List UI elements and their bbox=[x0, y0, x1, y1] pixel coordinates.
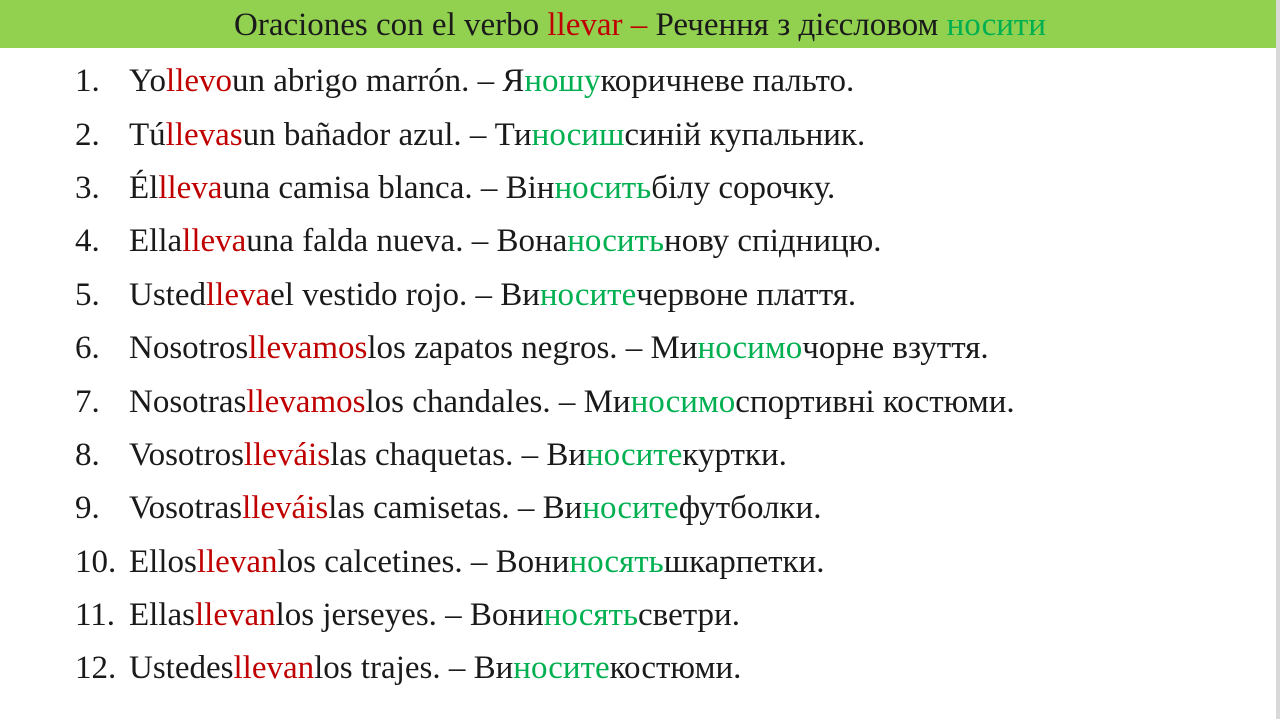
sentence-item bbox=[75, 108, 1015, 161]
sentence-number: 3. bbox=[75, 169, 100, 206]
sentence-ua-rest: червоне плаття. bbox=[636, 276, 857, 313]
sentence-item bbox=[75, 322, 1015, 375]
sentence-list bbox=[75, 55, 1015, 696]
sentence-number: 5. bbox=[75, 276, 100, 313]
sentence-es-rest: un bañador azul. – Ти bbox=[242, 116, 532, 153]
title-ua-part: Речення з дієсловом bbox=[647, 7, 947, 43]
sentence-number: 6. bbox=[75, 330, 100, 367]
sentence-ua-verb: носимо bbox=[630, 383, 736, 420]
title-es-part: Oraciones con el verbo bbox=[234, 7, 548, 43]
sentence-es-verb: lleva bbox=[206, 276, 271, 313]
sentence-ua-rest: футболки. bbox=[678, 490, 822, 527]
sentence-es-verb: lleváis bbox=[243, 436, 331, 473]
sentence-item bbox=[75, 589, 1015, 642]
sentence-es-subject: Él bbox=[129, 169, 159, 206]
sentence-ua-verb: носите bbox=[586, 436, 683, 473]
sentence-ua-verb: носите bbox=[539, 276, 637, 313]
sentence-ua-verb: носять bbox=[569, 543, 664, 580]
sentence-es-rest: los calcetines. – Вони bbox=[277, 543, 570, 580]
title-bar bbox=[0, 0, 1280, 48]
sentence-ua-rest: спортивні костюми. bbox=[735, 383, 1015, 420]
sentence-es-rest: una falda nueva. – Вона bbox=[246, 223, 568, 260]
sentence-item bbox=[75, 536, 1015, 589]
sentence-number: 4. bbox=[75, 223, 100, 260]
sentence-es-verb: llevan bbox=[196, 543, 278, 580]
sentence-es-subject: Vosotras bbox=[129, 490, 243, 527]
sentence-item bbox=[75, 55, 1015, 108]
sentence-es-rest: una camisa blanca. – Він bbox=[222, 169, 555, 206]
sentence-ua-rest: чорне взуття. bbox=[802, 330, 989, 367]
sentence-ua-verb: носите bbox=[582, 490, 679, 527]
title-text bbox=[234, 1, 1046, 49]
sentence-es-rest: los chandales. – Ми bbox=[365, 383, 631, 420]
sentence-es-subject: Ella bbox=[129, 223, 183, 260]
sentence-number: 11. bbox=[75, 597, 116, 634]
sentence-es-rest: las camisetas. – Ви bbox=[328, 490, 583, 527]
sentence-es-verb: llevamos bbox=[248, 330, 368, 367]
sentence-ua-verb: носимо bbox=[697, 330, 803, 367]
sentence-es-verb: llevamos bbox=[246, 383, 366, 420]
sentence-ua-rest: светри. bbox=[638, 597, 740, 634]
sentence-es-rest: las chaquetas. – Ви bbox=[330, 436, 587, 473]
sentence-item bbox=[75, 269, 1015, 322]
sentence-ua-verb: носять bbox=[543, 597, 639, 634]
sentence-ua-rest: білу сорочку. bbox=[651, 169, 836, 206]
sentence-es-verb: llevo bbox=[166, 63, 233, 100]
title-es-verb: llevar bbox=[547, 7, 623, 43]
sentence-es-rest: un abrigo marrón. – Я bbox=[232, 63, 525, 100]
sentence-number: 2. bbox=[75, 116, 100, 153]
sentence-es-verb: llevan bbox=[233, 650, 315, 687]
sentence-item bbox=[75, 162, 1015, 215]
sentence-ua-verb: носиш bbox=[531, 116, 625, 153]
sentence-es-subject: Vosotros bbox=[129, 436, 244, 473]
slide-edge bbox=[1276, 0, 1280, 719]
sentence-ua-verb: носить bbox=[554, 169, 652, 206]
sentence-es-subject: Ellas bbox=[129, 597, 195, 634]
sentence-ua-verb: носите bbox=[513, 650, 610, 687]
sentence-es-subject: Ellos bbox=[129, 543, 197, 580]
title-ua-verb: носити bbox=[946, 7, 1046, 43]
sentence-es-verb: lleva bbox=[158, 169, 223, 206]
sentence-ua-verb: ношу bbox=[524, 63, 601, 100]
sentence-ua-rest: шкарпетки. bbox=[663, 543, 825, 580]
sentence-es-subject: Ustedes bbox=[129, 650, 234, 687]
sentence-es-subject: Tú bbox=[129, 116, 166, 153]
sentence-es-verb: lleva bbox=[182, 223, 247, 260]
sentence-item bbox=[75, 642, 1015, 695]
sentence-es-subject: Nosotras bbox=[129, 383, 247, 420]
sentence-ua-verb: носить bbox=[567, 223, 665, 260]
sentence-number: 12. bbox=[75, 650, 117, 687]
sentence-ua-rest: нову спідницю. bbox=[664, 223, 882, 260]
sentence-es-rest: los zapatos negros. – Ми bbox=[367, 330, 698, 367]
sentence-es-subject: Yo bbox=[129, 63, 167, 100]
sentence-item bbox=[75, 215, 1015, 268]
sentence-es-verb: llevas bbox=[165, 116, 243, 153]
sentence-es-subject: Usted bbox=[129, 276, 206, 313]
sentence-number: 10. bbox=[75, 543, 117, 580]
sentence-item bbox=[75, 375, 1015, 428]
sentence-number: 9. bbox=[75, 490, 100, 527]
sentence-ua-rest: синій купальник. bbox=[624, 116, 866, 153]
sentence-ua-rest: коричневе пальто. bbox=[600, 63, 855, 100]
sentence-es-verb: lleváis bbox=[242, 490, 329, 527]
sentence-item bbox=[75, 482, 1015, 535]
sentence-es-rest: el vestido rojo. – Ви bbox=[270, 276, 540, 313]
sentence-es-subject: Nosotros bbox=[129, 330, 249, 367]
sentence-ua-rest: костюми. bbox=[609, 650, 742, 687]
sentence-number: 7. bbox=[75, 383, 100, 420]
sentence-ua-rest: куртки. bbox=[682, 436, 787, 473]
title-dash: – bbox=[622, 7, 648, 43]
sentence-item bbox=[75, 429, 1015, 482]
sentence-es-rest: los trajes. – Ви bbox=[314, 650, 514, 687]
sentence-number: 1. bbox=[75, 63, 100, 100]
sentence-es-rest: los jerseyes. – Вони bbox=[275, 597, 544, 634]
sentence-es-verb: llevan bbox=[194, 597, 276, 634]
sentence-number: 8. bbox=[75, 436, 100, 473]
